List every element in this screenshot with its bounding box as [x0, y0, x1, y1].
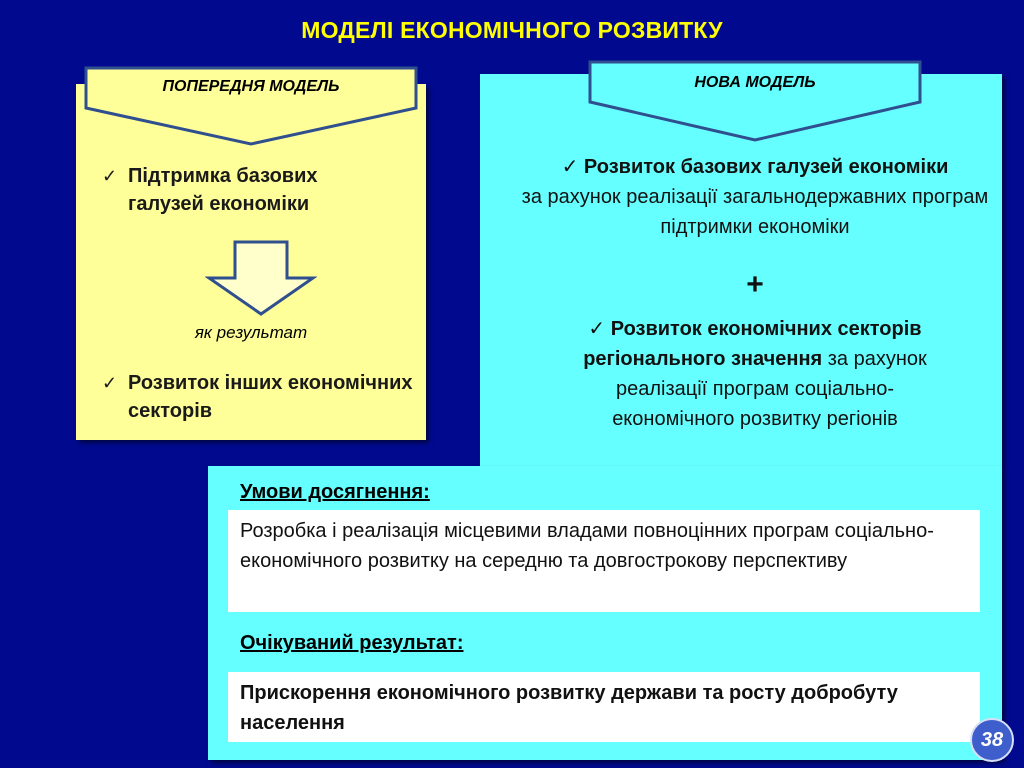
page-title: МОДЕЛІ ЕКОНОМІЧНОГО РОЗВИТКУ [301, 17, 723, 43]
checkmark-icon: ✓ [561, 156, 584, 178]
previous-model-item-2-text: Розвиток інших економічних секторів [128, 372, 413, 422]
new-model-item-2-rest-1: за рахунок [827, 348, 927, 370]
conditions-box [228, 510, 980, 612]
result-label: як результат [194, 323, 308, 342]
previous-model-item-1 [102, 162, 398, 218]
new-model-label: НОВА МОДЕЛЬ [694, 74, 816, 91]
previous-model-label: ПОПЕРЕДНЯ МОДЕЛЬ [162, 78, 340, 95]
new-model-item-1-bold: Розвиток базових галузей економіки [583, 156, 949, 178]
conditions-text: Розробка і реалізація місцевими владами повноцінних програм соціально-економічного розвитку на середню та довгострокову перспективу [240, 520, 934, 572]
page-number-badge: 38 [970, 718, 1014, 762]
conditions-heading: Умови досягнення: [240, 481, 430, 503]
expected-result-text: Прискорення економічного розвитку держави та росту добробуту населення [240, 682, 898, 734]
new-model-item-2-bold-2: регіонального значення [583, 348, 823, 370]
new-model-item-1 [490, 152, 1020, 242]
checkmark-icon: ✓ [102, 166, 118, 186]
plus-sign: + [746, 268, 764, 301]
down-arrow-icon [205, 240, 317, 318]
new-model-item-1-rest: за рахунок реалізації загальнодержавних програм підтримки економіки [521, 186, 989, 238]
new-model-item-2 [490, 314, 1020, 434]
previous-model-banner [84, 66, 418, 146]
banner-chevron-shape [588, 60, 922, 142]
expected-result-heading: Очікуваний результат: [240, 632, 464, 654]
checkmark-icon: ✓ [588, 318, 611, 340]
previous-model-item-2 [102, 369, 413, 425]
new-model-item-2-rest-3: економічного розвитку регіонів [612, 408, 898, 430]
checkmark-icon: ✓ [102, 373, 118, 393]
previous-model-item-1-text: Підтримка базових галузей економіки [128, 165, 318, 215]
new-model-item-2-bold-1: Розвиток економічних секторів [610, 318, 922, 340]
new-model-banner [588, 60, 922, 142]
new-model-item-2-rest-2: реалізації програм соціально- [616, 378, 894, 400]
expected-result-box [228, 672, 980, 742]
